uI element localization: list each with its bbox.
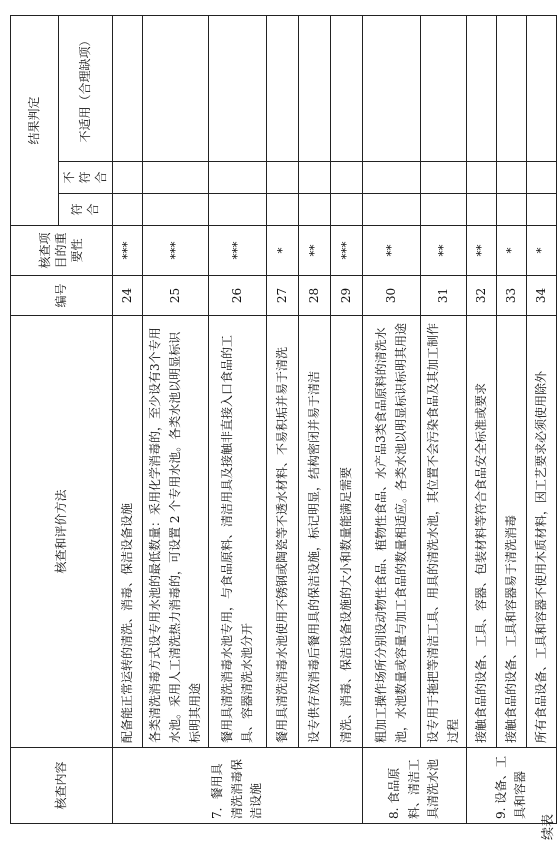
- method-cell: 各类清洗消毒方式设专用水池的最低数量：采用化学消毒的，至少设有3个专用水池。采用人工清洗热力消毒的，可设置 2 个专用水池。各类水池以明显标识标明其用途: [142, 316, 208, 748]
- header-result-group: 结果判定: [11, 15, 59, 225]
- table-row: [208, 15, 266, 823]
- not-applicable-cell[interactable]: [362, 15, 420, 161]
- table-row: [362, 15, 420, 823]
- method-cell: 设专用于拖把等清洁工具、用具的清洗水池，其位置不会污染食品及其加工制作过程: [420, 316, 466, 748]
- nonconform-cell[interactable]: [466, 162, 496, 194]
- nonconform-cell[interactable]: [266, 162, 298, 194]
- number-cell: 24: [112, 276, 142, 316]
- number-cell: 33: [496, 276, 526, 316]
- nonconform-cell[interactable]: [526, 162, 556, 194]
- conform-cell[interactable]: [112, 194, 142, 226]
- not-applicable-cell[interactable]: [496, 15, 526, 161]
- conform-cell[interactable]: [266, 194, 298, 226]
- number-cell: 29: [330, 276, 362, 316]
- number-cell: 26: [208, 276, 266, 316]
- conform-cell[interactable]: [466, 194, 496, 226]
- header-importance: 核查项目的重要性: [11, 226, 113, 276]
- table-row: [142, 15, 208, 823]
- continued-label: 续表: [541, 813, 556, 840]
- category-cell: 8. 食品原料、清洁工具清洗水池: [362, 748, 466, 824]
- importance-cell: **: [362, 226, 420, 276]
- nonconform-cell[interactable]: [330, 162, 362, 194]
- not-applicable-cell[interactable]: [208, 15, 266, 161]
- method-cell: 设专供存放消毒后餐用具的保洁设施，标记明显，结构密闭并易于清洁: [298, 316, 330, 748]
- table-row: [466, 15, 496, 823]
- not-applicable-cell[interactable]: [112, 15, 142, 161]
- nonconform-cell[interactable]: [362, 162, 420, 194]
- method-cell: 餐用具清洗消毒水池使用不锈钢或陶瓷等不透水材料、不易积垢并易于清洗: [266, 316, 298, 748]
- method-cell: 配备能正常运转的清洗、消毒、保洁设备设施: [112, 316, 142, 748]
- conform-cell[interactable]: [298, 194, 330, 226]
- method-cell: 清洗、消毒、保洁设备设施的大小和数量能满足需要: [330, 316, 362, 748]
- method-cell: 接触食品的设备、工具、容器、包装材料等符合食品安全标准或要求: [466, 316, 496, 748]
- not-applicable-cell[interactable]: [420, 15, 466, 161]
- conform-cell[interactable]: [208, 194, 266, 226]
- not-applicable-cell[interactable]: [330, 15, 362, 161]
- table-row: [330, 15, 362, 823]
- conform-cell[interactable]: [362, 194, 420, 226]
- conform-cell[interactable]: [420, 194, 466, 226]
- not-applicable-cell[interactable]: [142, 15, 208, 161]
- not-applicable-cell[interactable]: [266, 15, 298, 161]
- number-cell: 31: [420, 276, 466, 316]
- conform-cell[interactable]: [526, 194, 556, 226]
- header-not-applicable: 不适用（合理缺项）: [59, 15, 113, 161]
- method-cell: 所有食品设备、工具和容器不使用木质材料，因工艺要求必须使用除外: [526, 316, 556, 748]
- table-row: [526, 15, 556, 823]
- importance-cell: ***: [208, 226, 266, 276]
- importance-cell: *: [266, 226, 298, 276]
- not-applicable-cell[interactable]: [526, 15, 556, 161]
- number-cell: 25: [142, 276, 208, 316]
- importance-cell: *: [526, 226, 556, 276]
- conform-cell[interactable]: [496, 194, 526, 226]
- not-applicable-cell[interactable]: [298, 15, 330, 161]
- importance-cell: ***: [330, 226, 362, 276]
- nonconform-cell[interactable]: [112, 162, 142, 194]
- not-applicable-cell[interactable]: [466, 15, 496, 161]
- nonconform-cell[interactable]: [142, 162, 208, 194]
- importance-cell: ***: [142, 226, 208, 276]
- method-cell: 餐用具清洗消毒水池专用，与食品原料、清洁用具及接触非直接入口食品的工具、容器清洗水池分开: [208, 316, 266, 748]
- importance-cell: *: [496, 226, 526, 276]
- header-number: 编号: [11, 276, 113, 316]
- number-cell: 32: [466, 276, 496, 316]
- category-cell: 9. 设备、工具和容器: [466, 748, 556, 824]
- header-category: 核查内容: [11, 748, 113, 824]
- conform-cell[interactable]: [330, 194, 362, 226]
- number-cell: 27: [266, 276, 298, 316]
- header-nonconform: 不符合: [59, 162, 113, 194]
- method-cell: 接触食品的设备、工具和容器易于清洗消毒: [496, 316, 526, 748]
- nonconform-cell[interactable]: [420, 162, 466, 194]
- importance-cell: **: [298, 226, 330, 276]
- importance-cell: **: [466, 226, 496, 276]
- number-cell: 30: [362, 276, 420, 316]
- header-method: 核查和评价方法: [11, 316, 113, 748]
- table-row: [496, 15, 526, 823]
- header-row-1: [11, 15, 59, 823]
- nonconform-cell[interactable]: [298, 162, 330, 194]
- number-cell: 28: [298, 276, 330, 316]
- importance-cell: ***: [112, 226, 142, 276]
- table-row: [420, 15, 466, 823]
- inspection-table: [10, 15, 557, 824]
- category-cell: 7．餐用具清洗消毒保洁设施: [112, 748, 362, 824]
- table-row: [112, 15, 142, 823]
- conform-cell[interactable]: [142, 194, 208, 226]
- method-cell: 粗加工操作场所分别设动物性食品、植物性食品、水产品3类食品原料的清洗水池，水池数量或容量与加工食品的数量相适应。各类水池以明显标识标明其用途: [362, 316, 420, 748]
- nonconform-cell[interactable]: [208, 162, 266, 194]
- number-cell: 34: [526, 276, 556, 316]
- table-row: [266, 15, 298, 823]
- nonconform-cell[interactable]: [496, 162, 526, 194]
- table-row: [298, 15, 330, 823]
- header-conform: 符合: [59, 194, 113, 226]
- importance-cell: **: [420, 226, 466, 276]
